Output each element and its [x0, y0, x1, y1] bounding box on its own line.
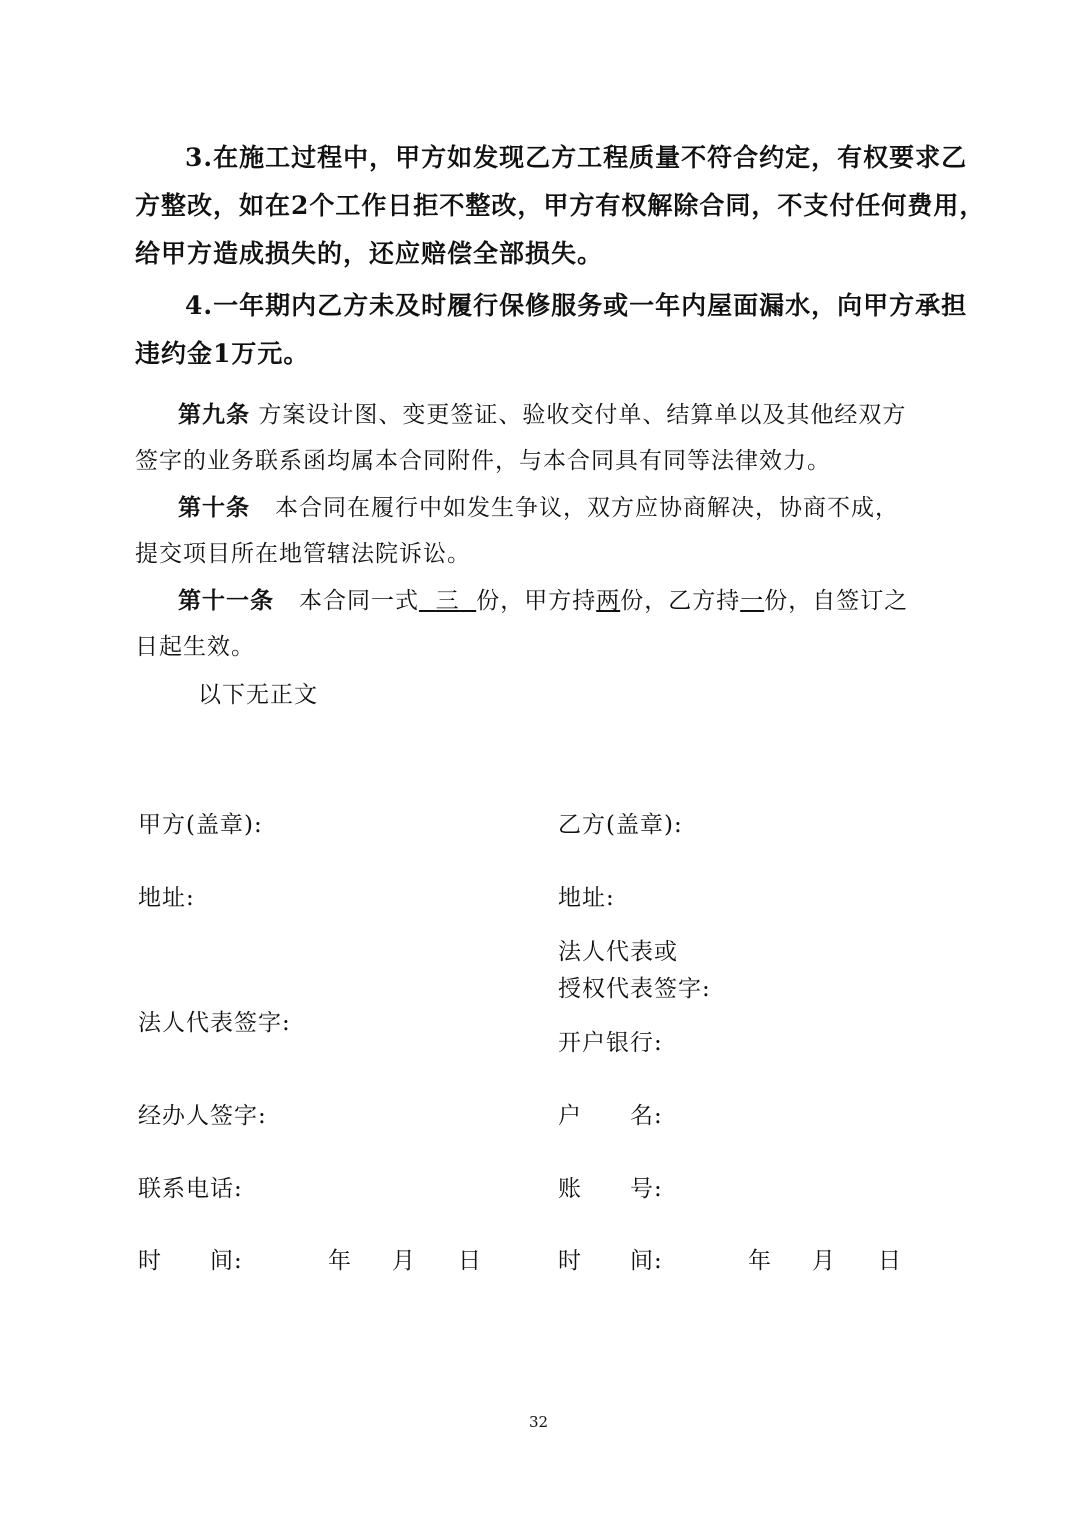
- article11-text-b: 份，甲方持: [476, 588, 597, 614]
- party-b-seal: 乙方(盖章):: [558, 812, 683, 838]
- no-more-text: 以下无正文: [198, 682, 318, 708]
- party-a-seal: 甲方(盖章):: [138, 812, 263, 838]
- party-a-phone: 联系电话:: [138, 1176, 243, 1202]
- party-b-time-label: 时 间:: [558, 1248, 663, 1274]
- clause3-line2: 方整改，如在2个工作日拒不整改，甲方有权解除合同，不支付任何费用，: [135, 191, 986, 220]
- article11-party-a-copies: 两: [596, 588, 621, 614]
- party-b-legal-rep-line2: 授权代表签字:: [558, 976, 711, 1002]
- article11-line1: [178, 582, 908, 615]
- article11-party-b-copies: 一: [740, 588, 765, 614]
- party-a-legal-rep: 法人代表签字:: [138, 1010, 291, 1036]
- party-a-day: 日: [458, 1248, 482, 1274]
- article10-text: 本合同在履行中如发生争议，双方应协商解决，协商不成，: [274, 495, 899, 521]
- party-a-month: 月: [392, 1248, 416, 1274]
- party-b-month: 月: [812, 1248, 836, 1274]
- article10-line1: [178, 489, 899, 522]
- article9-title: 第九条: [178, 401, 250, 428]
- party-a-address: 地址:: [138, 885, 195, 911]
- clause3-line3: 给甲方造成损失的，还应赔偿全部损失。: [135, 239, 604, 268]
- article9-line2: 签字的业务联系函均属本合同附件，与本合同具有同等法律效力。: [135, 448, 831, 474]
- party-b-day: 日: [878, 1248, 902, 1274]
- clause4-line1: 4.一年期内乙方未及时履行保修服务或一年内屋面漏水，向甲方承担: [185, 291, 968, 320]
- clause3-line1: 3.在施工过程中，甲方如发现乙方工程质量不符合约定，有权要求乙: [185, 143, 968, 172]
- article11-copies: 三: [435, 588, 460, 614]
- article11-line2: 日起生效。: [135, 634, 255, 660]
- party-b-account-no: 账 号:: [558, 1176, 663, 1202]
- article11-text-d: 份，自签订之: [764, 588, 909, 614]
- party-b-account-name: 户 名:: [558, 1103, 663, 1129]
- party-b-legal-rep-line1: 法人代表或: [558, 939, 678, 965]
- party-b-year: 年: [748, 1248, 772, 1274]
- party-b-bank: 开户银行:: [558, 1030, 663, 1056]
- party-a-year: 年: [328, 1248, 352, 1274]
- article11-title: 第十一条: [178, 587, 274, 614]
- article10-title: 第十条: [178, 494, 250, 521]
- clause4-line2: 违约金1万元。: [135, 339, 310, 368]
- party-a-time-label: 时 间:: [138, 1248, 243, 1274]
- article11-text-a: 本合同一式: [298, 588, 419, 614]
- article9-text: 方案设计图、变更签证、验收交付单、结算单以及其他经双方: [258, 402, 907, 428]
- article9-line1: [178, 396, 906, 429]
- party-a-handler: 经办人签字:: [138, 1103, 267, 1129]
- article10-line2: 提交项目所在地管辖法院诉讼。: [135, 541, 471, 567]
- article11-text-c: 份，乙方持: [620, 588, 741, 614]
- party-b-address: 地址:: [558, 885, 615, 911]
- page-number: 32: [529, 1413, 549, 1431]
